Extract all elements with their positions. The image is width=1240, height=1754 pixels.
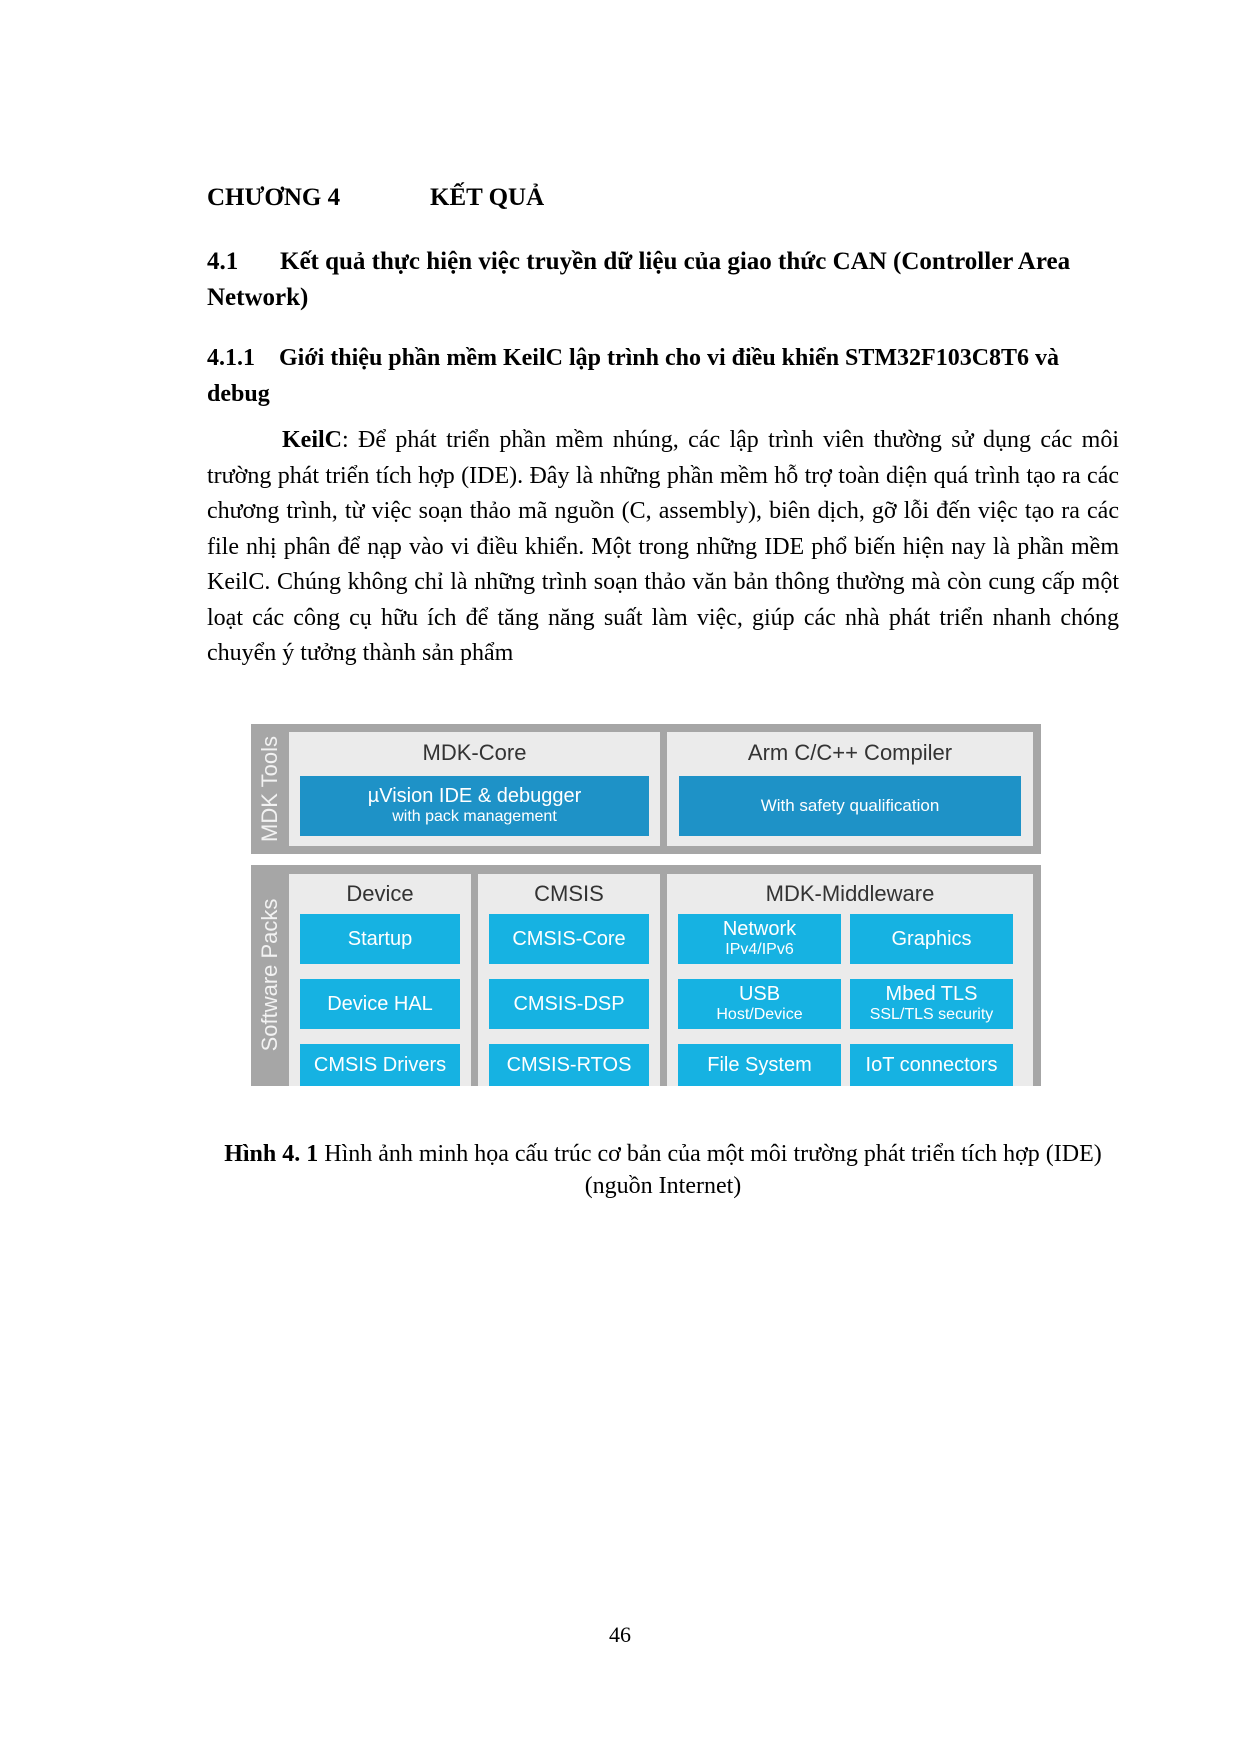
cmsis-rtos-label: CMSIS-RTOS — [506, 1053, 632, 1076]
file-system-cell — [678, 1044, 841, 1086]
caption-text: Hình ảnh minh họa cấu trúc cơ bản của một môi trường phát triển tích hợp (IDE) (nguồn Internet) — [318, 1141, 1102, 1199]
safety-cell — [679, 776, 1021, 836]
mbed-line1: Mbed TLS — [885, 983, 978, 1006]
uvision-line2: with pack management — [392, 808, 557, 826]
body-paragraph — [207, 423, 1119, 672]
mdk-tools-label: MDK Tools — [257, 736, 282, 842]
subsection-title: Giới thiệu phần mềm KeilC lập trình cho vi điều khiển STM32F103C8T6 và debug — [207, 345, 1060, 407]
cmsis-dsp-cell — [489, 979, 649, 1029]
software-packs-label: Software Packs — [257, 898, 282, 1052]
software-packs-panel — [251, 865, 1041, 1086]
cmsis-dsp-label: CMSIS-DSP — [513, 992, 625, 1015]
device-hal-cell — [300, 979, 460, 1029]
mdk-tools-panel — [251, 724, 1041, 854]
middleware-box — [667, 874, 1033, 1086]
safety-text: With safety qualification — [760, 796, 940, 816]
startup-cell — [300, 914, 460, 964]
section-heading — [207, 244, 1087, 316]
keilc-term: KeilC — [282, 427, 342, 453]
startup-label: Startup — [347, 927, 413, 950]
iot-label: IoT connectors — [865, 1053, 998, 1076]
cmsis-title: CMSIS — [534, 881, 604, 906]
cmsis-box — [478, 874, 660, 1086]
chapter-heading — [207, 184, 545, 212]
file-system-label: File System — [707, 1053, 812, 1076]
uvision-cell — [300, 776, 649, 836]
section-title: Kết quả thực hiện việc truyền dữ liệu của giao thức CAN (Controller Area Network) — [207, 248, 1071, 311]
usb-line2: Host/Device — [716, 1006, 803, 1024]
cmsis-drivers-label: CMSIS Drivers — [313, 1053, 447, 1076]
caption-label: Hình 4. 1 — [224, 1141, 319, 1167]
chapter-title: KẾT QUẢ — [430, 184, 545, 211]
cmsis-drivers-cell — [300, 1044, 460, 1086]
iot-cell — [850, 1044, 1013, 1086]
compiler-box — [667, 732, 1033, 846]
network-cell — [678, 914, 841, 964]
device-title: Device — [346, 881, 414, 906]
device-hal-label: Device HAL — [327, 992, 433, 1015]
page-number: 46 — [609, 1622, 631, 1647]
subsection-number: 4.1.1 — [207, 345, 255, 371]
network-line2: IPv4/IPv6 — [725, 941, 794, 959]
mbed-line2: SSL/TLS security — [869, 1006, 994, 1024]
ide-structure-figure — [251, 724, 1041, 1086]
uvision-line1: µVision IDE & debugger — [367, 785, 582, 808]
mdk-core-box — [289, 732, 660, 846]
graphics-cell — [850, 914, 1013, 964]
mbed-tls-cell — [850, 979, 1013, 1029]
paragraph-text: : Để phát triển phần mềm nhúng, các lập trình viên thường sử dụng các môi trường phát triển tích hợp (IDE). Đây là những phần mềm hỗ trợ toàn diện quá trình tạo ra các chương trình, từ việc soạn thảo mã nguồn (C, assembly), biên dịch, gỡ lỗi đến việc tạo ra các file nhị phân để nạp vào vi điều khiển. Một trong những IDE phổ biến hiện nay là phần mềm KeilC. Chúng không chỉ là những trình soạn thảo văn bản thông thường mà còn cung cấp một loạt các công cụ hữu ích để tăng năng suất làm việc, giúp các nhà phát triển nhanh chóng chuyển ý tưởng thành sản phẩm — [207, 427, 1119, 666]
usb-cell — [678, 979, 841, 1029]
chapter-number: CHƯƠNG 4 — [207, 184, 341, 211]
mdk-core-title: MDK-Core — [422, 740, 527, 765]
compiler-title: Arm C/C++ Compiler — [747, 740, 953, 765]
section-number: 4.1 — [207, 248, 239, 275]
subsection-heading — [207, 340, 1087, 412]
device-box — [289, 874, 471, 1086]
cmsis-rtos-cell — [489, 1044, 649, 1086]
network-line1: Network — [722, 918, 797, 941]
figure-caption — [207, 1138, 1119, 1202]
cmsis-core-cell — [489, 914, 649, 964]
usb-line1: USB — [738, 983, 781, 1006]
graphics-label: Graphics — [891, 927, 972, 950]
middleware-title: MDK-Middleware — [765, 881, 935, 906]
cmsis-core-label: CMSIS-Core — [512, 927, 626, 950]
